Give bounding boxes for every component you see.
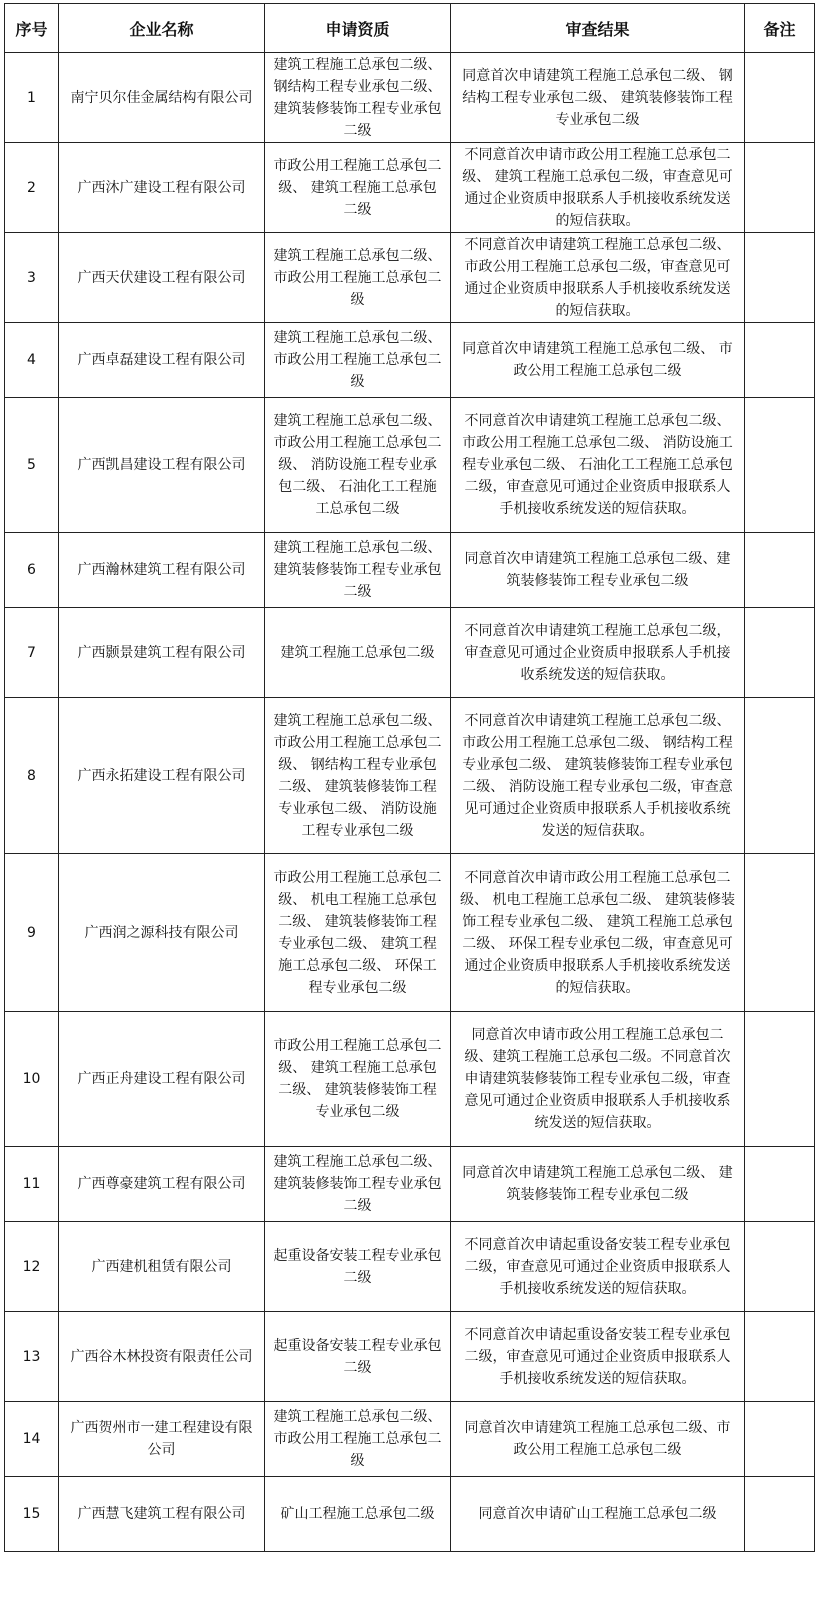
review-result: 不同意首次申请建筑工程施工总承包二级，审查意见可通过企业资质申报联系人手机接收系统发送的短信获取。 — [451, 608, 745, 698]
company-name: 广西慧飞建筑工程有限公司 — [59, 1477, 265, 1552]
remark — [745, 608, 815, 698]
table-row — [5, 1222, 815, 1312]
applied-qualification: 建筑工程施工总承包二级、 建筑装修装饰工程专业承包二级 — [265, 1147, 451, 1222]
row-number: 14 — [5, 1402, 59, 1477]
applied-qualification: 市政公用工程施工总承包二级、 建筑工程施工总承包二级 — [265, 143, 451, 233]
table-row — [5, 233, 815, 323]
table-row — [5, 143, 815, 233]
applied-qualification: 建筑工程施工总承包二级 — [265, 608, 451, 698]
company-name: 广西贺州市一建工程建设有限公司 — [59, 1402, 265, 1477]
remark — [745, 1477, 815, 1552]
table-row — [5, 1477, 815, 1552]
company-name: 广西建机租赁有限公司 — [59, 1222, 265, 1312]
row-number: 3 — [5, 233, 59, 323]
table-row — [5, 1402, 815, 1477]
company-name: 广西沐广建设工程有限公司 — [59, 143, 265, 233]
applied-qualification: 市政公用工程施工总承包二级、 建筑工程施工总承包二级、 建筑装修装饰工程专业承包二级 — [265, 1012, 451, 1147]
header-no: 序号 — [5, 4, 59, 53]
header-qualification: 申请资质 — [265, 4, 451, 53]
remark — [745, 53, 815, 143]
row-number: 1 — [5, 53, 59, 143]
row-number: 5 — [5, 398, 59, 533]
table-row — [5, 854, 815, 1012]
row-number: 12 — [5, 1222, 59, 1312]
table-row — [5, 698, 815, 854]
row-number: 4 — [5, 323, 59, 398]
remark — [745, 854, 815, 1012]
applied-qualification: 起重设备安装工程专业承包二级 — [265, 1312, 451, 1402]
remark — [745, 323, 815, 398]
review-result: 同意首次申请建筑工程施工总承包二级、 市政公用工程施工总承包二级 — [451, 323, 745, 398]
header-remark: 备注 — [745, 4, 815, 53]
review-result: 同意首次申请建筑工程施工总承包二级、 建筑装修装饰工程专业承包二级 — [451, 1147, 745, 1222]
review-result: 同意首次申请建筑工程施工总承包二级、市政公用工程施工总承包二级 — [451, 1402, 745, 1477]
remark — [745, 143, 815, 233]
review-result: 同意首次申请建筑工程施工总承包二级、 钢结构工程专业承包二级、 建筑装修装饰工程专业承包二级 — [451, 53, 745, 143]
header-company: 企业名称 — [59, 4, 265, 53]
review-result: 不同意首次申请建筑工程施工总承包二级、市政公用工程施工总承包二级、 钢结构工程专业承包二级、 建筑装修装饰工程专业承包二级、 消防设施工程专业承包二级，审查意见可通过企业资质申报联系人手机接收系统发送的短信获取。 — [451, 698, 745, 854]
remark — [745, 1012, 815, 1147]
remark — [745, 398, 815, 533]
remark — [745, 1312, 815, 1402]
company-name: 广西瀚林建筑工程有限公司 — [59, 533, 265, 608]
review-result: 不同意首次申请起重设备安装工程专业承包二级，审查意见可通过企业资质申报联系人手机接收系统发送的短信获取。 — [451, 1312, 745, 1402]
row-number: 2 — [5, 143, 59, 233]
table-row — [5, 398, 815, 533]
row-number: 13 — [5, 1312, 59, 1402]
company-name: 广西正舟建设工程有限公司 — [59, 1012, 265, 1147]
applied-qualification: 建筑工程施工总承包二级、 市政公用工程施工总承包二级、 钢结构工程专业承包二级、 建筑装修装饰工程专业承包二级、 消防设施工程专业承包二级 — [265, 698, 451, 854]
applied-qualification: 建筑工程施工总承包二级、市政公用工程施工总承包二级 — [265, 1402, 451, 1477]
remark — [745, 1222, 815, 1312]
applied-qualification: 市政公用工程施工总承包二级、 机电工程施工总承包二级、 建筑装修装饰工程专业承包二级、 建筑工程施工总承包二级、 环保工程专业承包二级 — [265, 854, 451, 1012]
review-result: 不同意首次申请建筑工程施工总承包二级、 市政公用工程施工总承包二级，审查意见可通过企业资质申报联系人手机接收系统发送的短信获取。 — [451, 233, 745, 323]
review-result: 同意首次申请市政公用工程施工总承包二级、建筑工程施工总承包二级。不同意首次申请建筑装修装饰工程专业承包二级，审查意见可通过企业资质申报联系人手机接收系统发送的短信获取。 — [451, 1012, 745, 1147]
row-number: 7 — [5, 608, 59, 698]
row-number: 15 — [5, 1477, 59, 1552]
review-result: 同意首次申请矿山工程施工总承包二级 — [451, 1477, 745, 1552]
remark — [745, 233, 815, 323]
company-name: 广西永拓建设工程有限公司 — [59, 698, 265, 854]
review-result: 不同意首次申请起重设备安装工程专业承包二级，审查意见可通过企业资质申报联系人手机接收系统发送的短信获取。 — [451, 1222, 745, 1312]
table-row — [5, 323, 815, 398]
table-row — [5, 53, 815, 143]
company-name: 广西尊豪建筑工程有限公司 — [59, 1147, 265, 1222]
remark — [745, 1402, 815, 1477]
review-result: 不同意首次申请市政公用工程施工总承包二级、 建筑工程施工总承包二级，审查意见可通过企业资质申报联系人手机接收系统发送的短信获取。 — [451, 143, 745, 233]
applied-qualification: 建筑工程施工总承包二级、 市政公用工程施工总承包二级 — [265, 323, 451, 398]
row-number: 11 — [5, 1147, 59, 1222]
applied-qualification: 建筑工程施工总承包二级、钢结构工程专业承包二级、建筑装修装饰工程专业承包二级 — [265, 53, 451, 143]
review-results-table — [4, 3, 815, 1552]
row-number: 8 — [5, 698, 59, 854]
applied-qualification: 建筑工程施工总承包二级、建筑装修装饰工程专业承包二级 — [265, 533, 451, 608]
row-number: 9 — [5, 854, 59, 1012]
company-name: 广西谷木林投资有限责任公司 — [59, 1312, 265, 1402]
company-name: 广西凯昌建设工程有限公司 — [59, 398, 265, 533]
table-row — [5, 1147, 815, 1222]
remark — [745, 698, 815, 854]
review-result: 不同意首次申请建筑工程施工总承包二级、 市政公用工程施工总承包二级、 消防设施工程专业承包二级、 石油化工工程施工总承包二级，审查意见可通过企业资质申报联系人手机接收系统发送的短信获取。 — [451, 398, 745, 533]
company-name: 广西颢景建筑工程有限公司 — [59, 608, 265, 698]
table-row — [5, 608, 815, 698]
remark — [745, 533, 815, 608]
review-result: 不同意首次申请市政公用工程施工总承包二级、 机电工程施工总承包二级、 建筑装修装饰工程专业承包二级、 建筑工程施工总承包二级、 环保工程专业承包二级，审查意见可通过企业资质申报联系人手机接收系统发送的短信获取。 — [451, 854, 745, 1012]
remark — [745, 1147, 815, 1222]
applied-qualification: 矿山工程施工总承包二级 — [265, 1477, 451, 1552]
company-name: 广西润之源科技有限公司 — [59, 854, 265, 1012]
applied-qualification: 起重设备安装工程专业承包二级 — [265, 1222, 451, 1312]
table-header-row — [5, 4, 815, 53]
review-result: 同意首次申请建筑工程施工总承包二级、建筑装修装饰工程专业承包二级 — [451, 533, 745, 608]
table-row — [5, 1012, 815, 1147]
table-row — [5, 533, 815, 608]
table-row — [5, 1312, 815, 1402]
company-name: 南宁贝尔佳金属结构有限公司 — [59, 53, 265, 143]
row-number: 6 — [5, 533, 59, 608]
company-name: 广西卓磊建设工程有限公司 — [59, 323, 265, 398]
company-name: 广西天伏建设工程有限公司 — [59, 233, 265, 323]
applied-qualification: 建筑工程施工总承包二级、 市政公用工程施工总承包二级 — [265, 233, 451, 323]
applied-qualification: 建筑工程施工总承包二级、 市政公用工程施工总承包二级、 消防设施工程专业承包二级、 石油化工工程施工总承包二级 — [265, 398, 451, 533]
header-result: 审查结果 — [451, 4, 745, 53]
row-number: 10 — [5, 1012, 59, 1147]
